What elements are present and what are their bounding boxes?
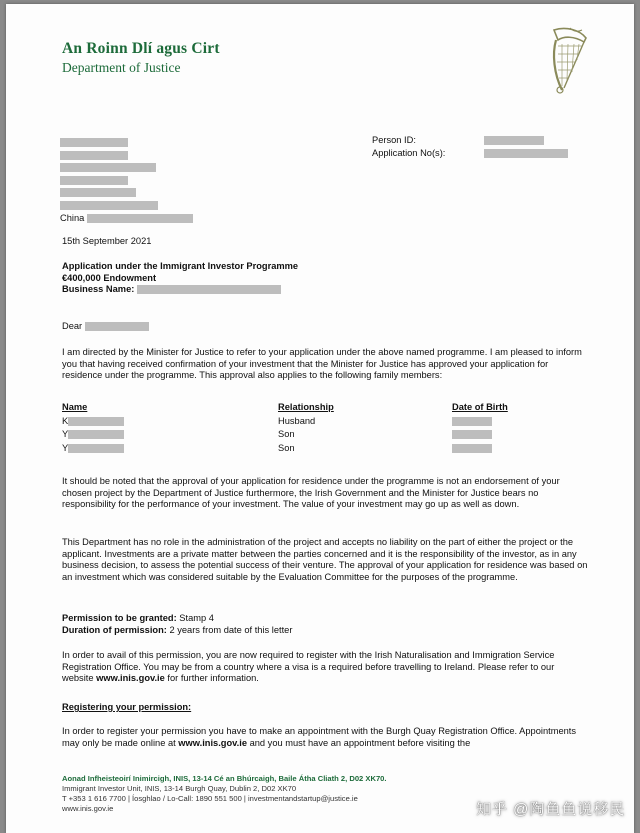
endorsement-paragraph: It should be noted that the approval of your application for residence under the programme is not an endorsement of your chosen project by the Department of Justice furthermore, the Irish Government and the Minister for Justice bears no responsibility for the performance of your investment. The value of your investment may go up as well as down.: [62, 476, 560, 510]
footer-contacts: T +353 1 616 7700 | Íosghlao / Lo-Call: 1890 551 500 | investmentandstartup@justice.ie: [62, 794, 358, 803]
table-header-row: [62, 402, 582, 416]
member-relationship: Son: [278, 442, 295, 453]
application-no-label: Application No(s):: [372, 148, 446, 158]
harp-emblem-icon: [544, 24, 592, 96]
member-initial: Y: [62, 429, 69, 439]
intro-paragraph: I am directed by the Minister for Justice to refer to your application under the above named programme. I am pleased to inform you that having received confirmation of your investment that the Minister for Justice has approved your application for residence under the programme. This approval also applies to the following family members:: [62, 347, 582, 381]
table-row: [62, 443, 582, 457]
appointment-paragraph: [62, 726, 588, 749]
registering-heading: Registering your permission:: [62, 702, 192, 712]
table-row: [62, 416, 582, 430]
recipient-address: [60, 136, 193, 225]
redacted-block: [484, 149, 568, 158]
redacted-block: [137, 285, 281, 294]
footer-irish-address: Aonad Infheisteoirí Inimircigh, INIS, 13-14 Cé an Bhúrcaigh, Baile Átha Cliath 2, D02 XK70.: [62, 774, 387, 783]
permission-block: [62, 612, 292, 637]
table-row: [62, 429, 582, 443]
register-text-end: for further information.: [164, 673, 259, 684]
duration-label: Duration of permission:: [62, 625, 167, 636]
member-initial: Y: [62, 442, 69, 453]
redacted-block: [452, 430, 492, 439]
col-relationship-header: Relationship: [278, 402, 334, 412]
watermark: 知乎 @陶鱼鱼说移民: [476, 801, 626, 818]
redacted-block: [68, 444, 124, 453]
footer-english-address: Immigrant Investor Unit, INIS, 13-14 Burgh Quay, Dublin 2, D02 XK70: [62, 784, 297, 793]
redacted-block: [68, 417, 124, 426]
redacted-block: [452, 444, 492, 453]
letter-date: 15th September 2021: [62, 236, 152, 246]
salutation-text: Dear: [62, 321, 83, 331]
subject-block: [62, 261, 298, 296]
letter-footer: [62, 774, 387, 814]
address-country: China: [60, 213, 85, 223]
redacted-block: [68, 430, 124, 439]
member-relationship: Husband: [278, 415, 316, 426]
dept-name-irish: An Roinn Dlí agus Cirt: [62, 40, 220, 57]
redacted-block: [60, 176, 128, 185]
permission-granted-value: Stamp 4: [179, 613, 214, 623]
redacted-block: [60, 201, 158, 210]
footer-website: www.inis.gov.ie: [62, 804, 114, 813]
duration-value: 2 years from date of this letter: [169, 625, 293, 636]
letter-page: [6, 4, 634, 833]
appointment-text: In order to register your permission you have to make an appointment with the Burgh Quay Registration Office. Appointments may only be made online at: [62, 726, 577, 748]
website-link[interactable]: www.inis.gov.ie: [178, 737, 247, 748]
col-dob-header: Date of Birth: [452, 402, 508, 412]
redacted-block: [60, 138, 128, 147]
dept-name-english: Department of Justice: [62, 60, 181, 75]
member-initial: K: [62, 415, 69, 426]
redacted-block: [60, 151, 128, 160]
register-paragraph: [62, 650, 588, 685]
col-name-header: Name: [62, 402, 88, 412]
redacted-block: [60, 188, 136, 197]
permission-granted-label: Permission to be granted:: [62, 613, 177, 623]
redacted-block: [60, 163, 156, 172]
website-link[interactable]: www.inis.gov.ie: [96, 673, 165, 684]
subject-line-1: Application under the Immigrant Investor Programme: [62, 261, 299, 271]
role-paragraph: This Department has no role in the administration of the project and accepts no liability on the part of either the project or the applicant. Investments are a private matter between the parties concerned and it is the responsibility of the investor, as in any business decision, to assess the potential success of their venture. The approval of your application for residence was based on an investment which was considered suitable by the Evaluation Committee for the purposes of the programme.: [62, 537, 588, 582]
reference-block: [372, 135, 568, 161]
redacted-block: [87, 214, 193, 223]
business-name-label: Business Name:: [62, 284, 135, 295]
family-members-table: [62, 402, 582, 456]
redacted-block: [452, 417, 492, 426]
salutation: [62, 320, 149, 332]
appointment-text-end: and you must have an appointment before visiting the: [247, 737, 471, 748]
person-id-label: Person ID:: [372, 135, 416, 145]
subject-line-2: €400,000 Endowment: [62, 272, 157, 283]
department-header: [62, 40, 220, 76]
register-text: In order to avail of this permission, you are now required to register with the Irish Naturalisation and Immigration Service Registration Office. You may be from a country where a visa is a required before travelling to Ireland. Please refer to our website: [62, 650, 555, 684]
member-relationship: Son: [278, 429, 295, 439]
redacted-block: [85, 322, 149, 331]
redacted-block: [484, 136, 544, 145]
